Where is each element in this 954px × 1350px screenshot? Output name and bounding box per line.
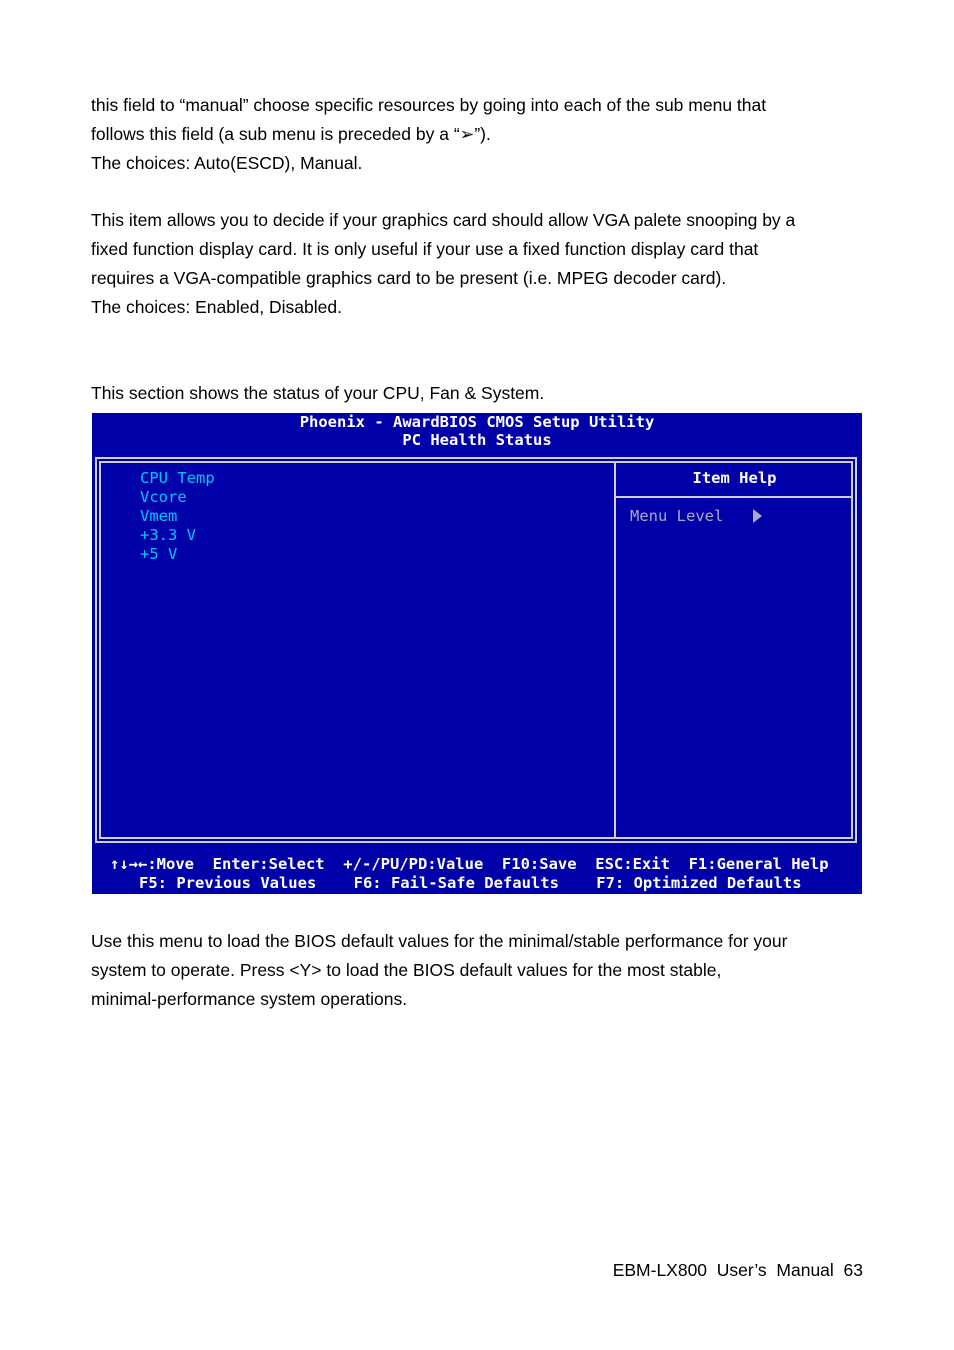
bios-key-help-line-1: ↑↓→←:Move Enter:Select +/-/PU/PD:Value F10:Save ESC:Exit F1:General Help <box>110 855 829 873</box>
text-line: follows this field (a sub menu is preceded by a “➢”). <box>91 124 491 144</box>
bios-screenshot <box>92 413 862 894</box>
text-line: this field to “manual” choose specific resources by going into each of the sub menu that <box>91 95 767 115</box>
bios-key-help-line-2: F5: Previous Values F6: Fail-Safe Defaults F7: Optimized Defaults <box>139 874 802 892</box>
paragraph-manual-resources <box>91 91 871 178</box>
bios-help-divider <box>616 496 853 498</box>
text-line: requires a VGA-compatible graphics card to be present (i.e. MPEG decoder card). <box>91 268 727 288</box>
page-footer: EBM-LX800 User’s Manual 63 <box>612 1260 863 1280</box>
text-line: This section shows the status of your CPU, Fan & System. <box>91 383 545 403</box>
text-line: Use this menu to load the BIOS default values for the minimal/stable performance for your <box>91 931 788 951</box>
text-line: The choices: Enabled, Disabled. <box>91 297 342 317</box>
menu-level-label: Menu Level <box>630 507 724 525</box>
bios-subtitle: PC Health Status <box>402 431 552 449</box>
text-line: This item allows you to decide if your graphics card should allow VGA palete snooping by a <box>91 210 796 230</box>
paragraph-fail-safe-defaults <box>91 927 871 1014</box>
bios-frame-inner <box>99 461 853 839</box>
menu-item-cpu-temp[interactable]: CPU Temp <box>140 469 215 487</box>
triangle-right-icon <box>753 509 762 523</box>
menu-item-vcore[interactable]: Vcore <box>140 488 187 506</box>
paragraph-health-status <box>91 379 871 408</box>
paragraph-vga-palette <box>91 206 871 322</box>
bios-vertical-divider <box>614 461 616 839</box>
text-line: fixed function display card. It is only useful if your use a fixed function display card that <box>91 239 759 259</box>
bios-title: Phoenix - AwardBIOS CMOS Setup Utility <box>299 413 655 431</box>
menu-item-vmem[interactable]: Vmem <box>140 507 178 525</box>
item-help-title: Item Help <box>692 469 777 487</box>
menu-item-3v3[interactable]: +3.3 V <box>140 526 196 544</box>
text-line: minimal-performance system operations. <box>91 989 408 1009</box>
menu-item-5v[interactable]: +5 V <box>140 545 178 563</box>
text-line: The choices: Auto(ESCD), Manual. <box>91 153 363 173</box>
text-line: system to operate. Press <Y> to load the BIOS default values for the most stable, <box>91 960 722 980</box>
